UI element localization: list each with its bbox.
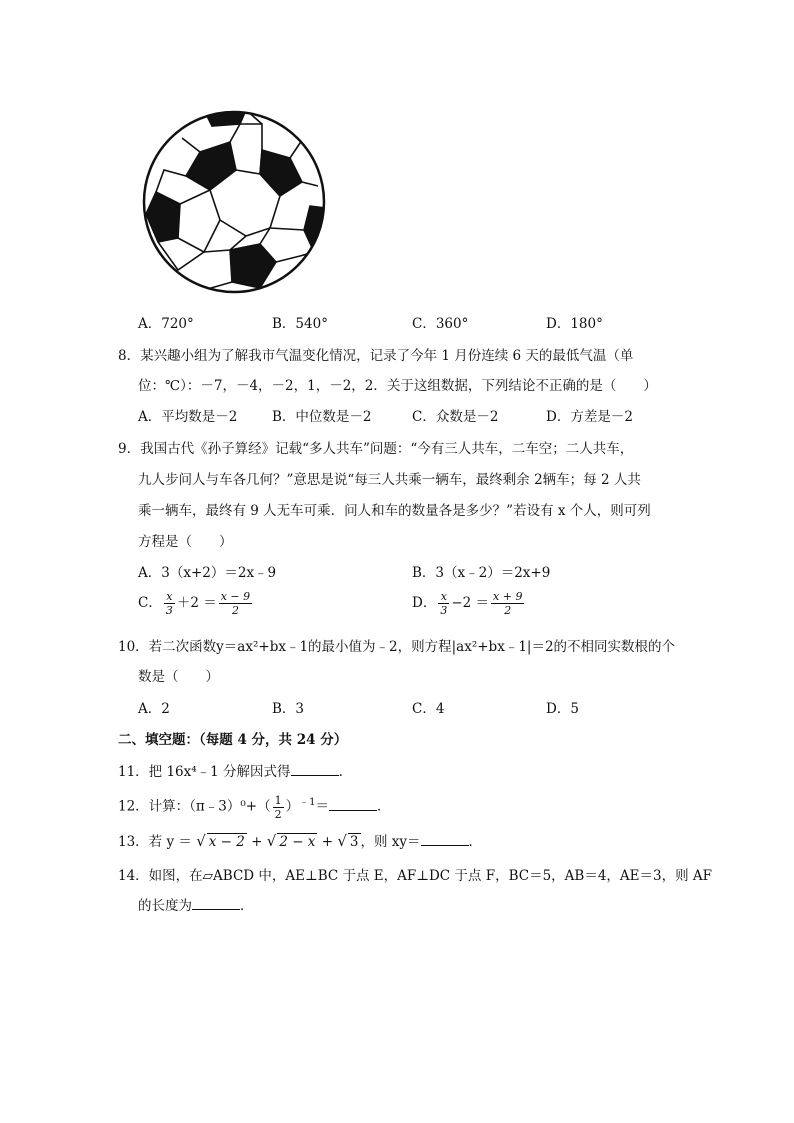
q11-text: 11．把 16x⁴﹣1 分解因式得 [118,764,291,780]
q13-plus-2: + [317,834,338,850]
q11-answer-blank[interactable] [291,763,339,776]
q8-option-c: C．众数是－2 [412,409,499,425]
q12 [118,793,391,821]
soccer-ball-figure [142,110,326,294]
section-2-heading: 二、填空题：（每题 4 分，共 24 分） [118,732,348,748]
q7-option-d: D．180° [546,316,603,332]
q9-line-3: 乘一辆车，最终有 9 人无车可乘．问人和车的数量各是多少？”若设有 x 个人，则可列 [138,503,651,519]
q14-end: ． [240,898,254,914]
q14-answer-blank[interactable] [192,897,240,910]
q12-frac-numerator: 1 [274,793,282,807]
q12-text: 12．计算：（π﹣3）⁰+（ [118,798,271,815]
q12-frac-denominator: 2 [274,807,282,821]
sqrt-icon: √ [196,832,206,850]
q12-equals: ＝ [315,798,329,815]
q10-option-a: A．2 [138,701,170,717]
q8-line-2: 位：℃）：－7，－4，－2，1，－2，2．关于这组数据，下列结论不正确的是（ ） [138,378,657,394]
q13-radicand-1: x − 2 [208,834,245,850]
q9-line-2: 九人步问人与车各几何？”意思是说“每三人共乘一辆车，最终剩余 2辆车；每 2 人共 [138,472,641,488]
q13-answer-blank[interactable] [421,833,469,846]
q13-end: ． [468,834,483,850]
q12-exponent: ﹣1 [299,797,316,808]
q7-option-b: B．540° [272,316,328,332]
q10-line-1: 10．若二次函数y＝ax²+bx﹣1的最小值为﹣2，则方程|ax²+bx﹣1|＝2的不相同实数根的个 [118,639,676,655]
q12-answer-blank[interactable] [329,798,377,811]
q9-option-d-fraction-1 [438,590,449,617]
q14-line-1: 14．如图，在▱ABCD 中，AE⊥BC 于点 E，AF⊥DC 于点 F，BC＝5，AB＝4，AE＝3，则 AF [118,868,713,884]
q8-line-1: 8．某兴趣小组为了解我市气温变化情况，记录了今年 1 月份连续 6 天的最低气温（单 [118,348,634,364]
q8-option-b: B．中位数是－2 [272,409,372,425]
q10-option-c: C．4 [412,701,445,717]
q14-line-2 [138,894,254,914]
q9-option-c-frac2-numerator: x − 9 [220,590,251,603]
q13-post: ，则 xy＝ [360,834,421,850]
sqrt-icon: √ [337,832,347,850]
q12-fraction [273,794,284,821]
q9-option-c [138,590,254,617]
q13-text: 13．若 y ＝ [118,834,197,850]
q9-option-a: A．3（x+2）＝2x﹣9 [138,565,277,581]
q11-end: ． [338,764,353,780]
q7-option-a: A．720° [138,316,194,332]
q9-option-c-frac1-denominator: 3 [165,604,173,617]
q9-option-c-frac2-denominator: 2 [231,604,239,617]
q8-option-d: D．方差是－2 [546,409,633,425]
q7-option-c: C．360° [412,316,469,332]
q9-line-4: 方程是（ ） [138,534,233,550]
q13-radicand-2: 2 − x [279,834,316,850]
q9-option-d-middle: −2 ＝ [451,595,490,611]
q10-line-2: 数是（ ） [138,669,219,685]
q9-option-d-label: D． [412,595,437,611]
q9-option-b: B．3（x﹣2）＝2x+9 [412,565,551,581]
q14-line-2-text: 的长度为 [138,898,192,914]
q12-close-paren: ） [285,798,300,815]
q9-option-d-frac2-numerator: x + 9 [493,590,523,603]
q8-option-a: A．平均数是－2 [138,409,238,425]
q13-plus-1: + [246,834,267,850]
q9-option-d-frac1-numerator: x [438,590,449,604]
q13 [118,830,482,850]
q12-end: ． [377,798,391,815]
q9-option-c-middle: ＋2 ＝ [176,595,217,611]
q13-radicand-3: 3 [349,834,359,850]
q9-option-c-fraction-2 [219,590,252,617]
q9-option-d [412,590,526,617]
q9-line-1: 9．我国古代《孙子算经》记载“多人共车”问题：“今有三人共车，二车空；二人共车， [118,441,634,457]
q9-option-c-label: C． [138,595,162,611]
q9-option-d-frac2-denominator: 2 [504,604,512,617]
q10-option-b: B．3 [272,701,305,717]
q9-option-c-frac1-numerator: x [164,590,175,604]
sqrt-icon: √ [266,832,277,850]
q9-option-c-fraction-1 [164,590,175,617]
q9-option-d-frac1-denominator: 3 [440,604,448,617]
q11 [118,760,352,780]
q10-option-d: D．5 [546,701,579,717]
q9-option-d-fraction-2 [491,590,524,617]
